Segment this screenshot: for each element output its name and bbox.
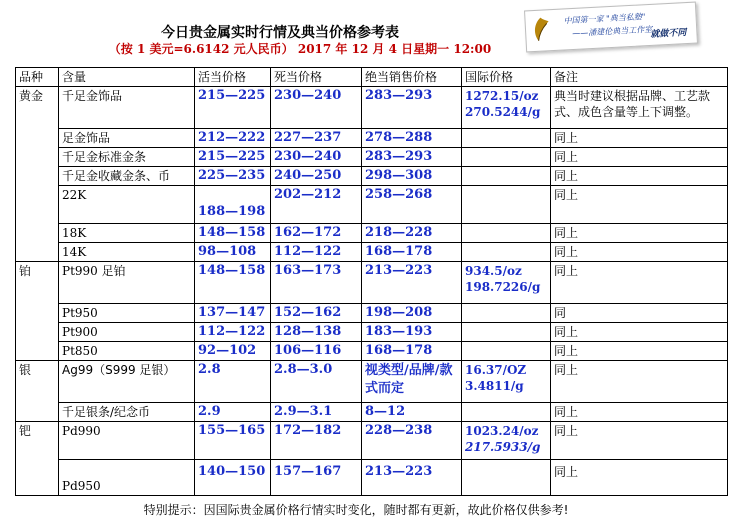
dead-price-cell: 227—237 [271, 129, 362, 148]
intl-price-cell [462, 243, 551, 262]
table-row [16, 361, 728, 403]
dead-price-cell: 152—162 [271, 304, 362, 323]
intl-price-oz: 934.5/oz [465, 264, 522, 278]
page-title: 今日贵金属实时行情及典当价格参考表 [161, 25, 399, 41]
purity-cell: 千足金收藏金条、币 [59, 167, 195, 186]
purity-cell: Pt950 [59, 304, 195, 323]
intl-price-cell [462, 361, 551, 403]
purity-cell: 22K [59, 186, 195, 224]
intl-price-cell [462, 87, 551, 129]
dead-price-cell: 2.8—3.0 [271, 361, 362, 403]
forfeit-price-cell: 198—208 [362, 304, 462, 323]
note-cell: 同上 [551, 129, 728, 148]
purity-cell: Pd990 [59, 422, 195, 460]
exchange-rate-subtitle: （按 1 美元=6.6142 元人民币） 2017 年 12 月 4 日星期一 12:00 [108, 42, 492, 56]
live-price-cell: 148—158 [195, 262, 271, 304]
intl-price-cell [462, 167, 551, 186]
table-row [16, 148, 728, 167]
intl-price-gram: 270.5244/g [465, 105, 541, 119]
studio-stamp-logo [524, 2, 698, 53]
intl-price-cell [462, 262, 551, 304]
intl-price-oz: 1023.24/oz [465, 424, 539, 438]
table-row [16, 186, 728, 224]
forfeit-price-cell: 278—288 [362, 129, 462, 148]
live-price-cell: 92—102 [195, 342, 271, 361]
intl-price-gram: 217.5933/g [465, 440, 541, 454]
dead-price-cell: 128—138 [271, 323, 362, 342]
group-silver: 银 [16, 361, 59, 422]
stamp-line-2: ——潘建伦典当工作室 [572, 24, 653, 39]
dead-price-cell: 2.9—3.1 [271, 403, 362, 422]
forfeit-price-cell: 298—308 [362, 167, 462, 186]
live-price-cell: 225—235 [195, 167, 271, 186]
intl-price-cell [462, 422, 551, 460]
live-price-cell: 112—122 [195, 323, 271, 342]
table-header-row [16, 68, 728, 87]
purity-cell: 足金饰品 [59, 129, 195, 148]
dead-price-cell: 112—122 [271, 243, 362, 262]
note-cell: 同上 [551, 148, 728, 167]
col-header-dead-price: 死当价格 [271, 68, 362, 87]
purity-cell: Pd950 [59, 460, 195, 496]
col-header-type: 品种 [16, 68, 59, 87]
note-cell: 同上 [551, 167, 728, 186]
live-price-cell: 2.8 [195, 361, 271, 403]
dead-price-cell: 162—172 [271, 224, 362, 243]
note-cell: 同上 [551, 342, 728, 361]
purity-cell: 14K [59, 243, 195, 262]
dead-price-cell: 172—182 [271, 422, 362, 460]
table-row [16, 342, 728, 361]
forfeit-price-cell: 213—223 [362, 262, 462, 304]
table-row [16, 304, 728, 323]
intl-price-cell [462, 129, 551, 148]
note-cell: 同上 [551, 460, 728, 496]
table-row [16, 224, 728, 243]
purity-cell: 千足金标准金条 [59, 148, 195, 167]
intl-price-oz: 1272.15/oz [465, 89, 539, 103]
group-platinum: 铂 [16, 262, 59, 361]
table-row [16, 422, 728, 460]
intl-price-cell [462, 186, 551, 224]
intl-price-cell [462, 403, 551, 422]
note-cell: 同上 [551, 422, 728, 460]
table-row [16, 403, 728, 422]
intl-price-gram: 3.4811/g [465, 379, 524, 393]
note-cell: 同上 [551, 186, 728, 224]
forfeit-price-cell: 283—293 [362, 148, 462, 167]
dead-price-cell: 230—240 [271, 148, 362, 167]
intl-price-cell [462, 323, 551, 342]
group-gold: 黄金 [16, 87, 59, 262]
forfeit-price-cell: 213—223 [362, 460, 462, 496]
note-cell: 典当时建议根据品牌、工艺款式、成色含量等上下调整。 [551, 87, 728, 129]
col-header-intl-price: 国际价格 [462, 68, 551, 87]
table-row [16, 323, 728, 342]
purity-cell: 18K [59, 224, 195, 243]
forfeit-price-cell: 8—12 [362, 403, 462, 422]
table-row [16, 167, 728, 186]
forfeit-price-cell: 183—193 [362, 323, 462, 342]
dead-price-cell: 163—173 [271, 262, 362, 304]
forfeit-price-cell: 168—178 [362, 243, 462, 262]
stamp-slogan: 就做不同 [650, 28, 687, 40]
forfeit-price-cell: 283—293 [362, 87, 462, 129]
note-cell: 同 [551, 304, 728, 323]
live-price-cell: 2.9 [195, 403, 271, 422]
purity-cell: Pt900 [59, 323, 195, 342]
live-price-cell: 215—225 [195, 87, 271, 129]
stamp-line-1: 中国第一家 "典当私塾" [563, 12, 646, 26]
table-row [16, 129, 728, 148]
gold-leaf-icon [529, 16, 552, 43]
note-cell: 同上 [551, 403, 728, 422]
purity-cell: 千足银条/纪念币 [59, 403, 195, 422]
purity-cell: Ag99（S999 足银） [59, 361, 195, 403]
live-price-cell: 98—108 [195, 243, 271, 262]
note-cell: 同上 [551, 323, 728, 342]
footer-notice: 特别提示：因国际贵金属价格行情实时变化，随时都有更新，故此价格仅供参考! [143, 503, 569, 517]
note-cell: 同上 [551, 224, 728, 243]
table-row [16, 262, 728, 304]
dead-price-cell: 157—167 [271, 460, 362, 496]
dead-price-cell: 230—240 [271, 87, 362, 129]
dead-price-cell: 240—250 [271, 167, 362, 186]
table-row [16, 460, 728, 496]
forfeit-price-cell: 168—178 [362, 342, 462, 361]
live-price-cell: 140—150 [195, 460, 271, 496]
intl-price-cell [462, 304, 551, 323]
table-row [16, 87, 728, 129]
intl-price-cell [462, 224, 551, 243]
col-header-purity: 含量 [59, 68, 195, 87]
forfeit-price-cell: 258—268 [362, 186, 462, 224]
intl-price-cell [462, 148, 551, 167]
live-price-cell: 188—198 [195, 186, 271, 224]
col-header-live-price: 活当价格 [195, 68, 271, 87]
note-cell: 同上 [551, 361, 728, 403]
purity-cell: 千足金饰品 [59, 87, 195, 129]
live-price-cell: 137—147 [195, 304, 271, 323]
live-price-cell: 215—225 [195, 148, 271, 167]
forfeit-price-cell: 228—238 [362, 422, 462, 460]
purity-cell: Pt990 足铂 [59, 262, 195, 304]
note-cell: 同上 [551, 262, 728, 304]
live-price-cell: 212—222 [195, 129, 271, 148]
intl-price-oz: 16.37/OZ [465, 363, 527, 377]
group-palladium: 钯 [16, 422, 59, 496]
dead-price-cell: 202—212 [271, 186, 362, 224]
intl-price-cell [462, 342, 551, 361]
table-row [16, 243, 728, 262]
price-table [15, 67, 728, 496]
live-price-cell: 155—165 [195, 422, 271, 460]
purity-cell: Pt850 [59, 342, 195, 361]
intl-price-gram: 198.7226/g [465, 280, 541, 294]
live-price-cell: 148—158 [195, 224, 271, 243]
note-cell: 同上 [551, 243, 728, 262]
forfeit-price-cell: 视类型/品牌/款式而定 [362, 361, 462, 403]
dead-price-cell: 106—116 [271, 342, 362, 361]
forfeit-price-cell: 218—228 [362, 224, 462, 243]
col-header-note: 备注 [551, 68, 728, 87]
intl-price-cell [462, 460, 551, 496]
col-header-forfeit-price: 绝当销售价格 [362, 68, 462, 87]
